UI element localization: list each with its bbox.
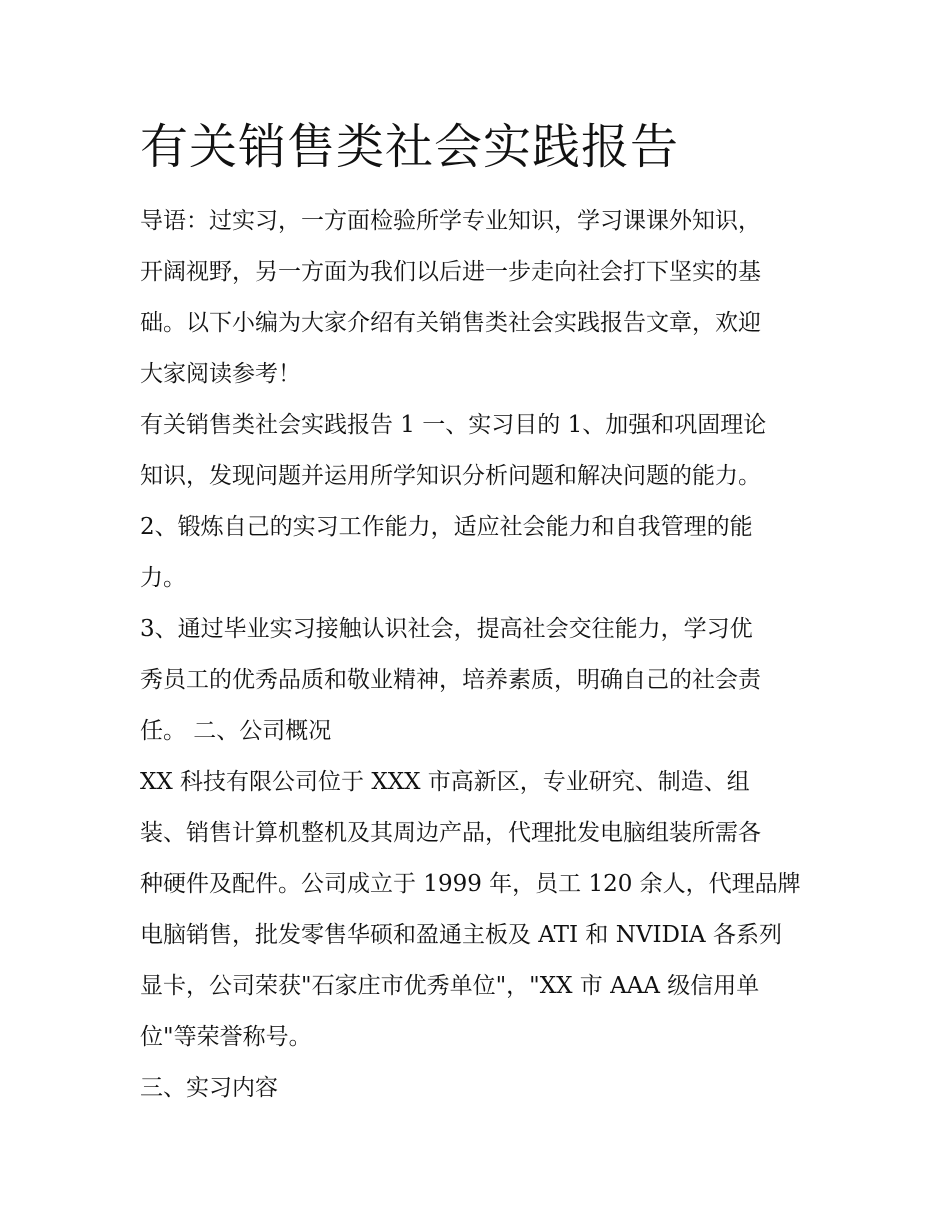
text-line: 有关销售类社会实践报告 1 一、实习目的 1、加强和巩固理论 [140,412,767,438]
text-line: 位"等荣誉称号。 [140,1024,312,1050]
text-line: 导语：过实习，一方面检验所学专业知识，学习课课外知识， [140,208,761,234]
section-three-heading [140,1063,812,1114]
text-line: 知识，发现问题并运用所学知识分析问题和解决问题的能力。 [140,463,761,489]
text-line: 2、锻炼自己的实习工作能力，适应社会能力和自我管理的能 [140,514,753,540]
section-one-paragraph [140,400,812,502]
goal-two-paragraph [140,502,812,604]
text-line: 开阔视野，另一方面为我们以后进一步走向社会打下坚实的基 [140,259,761,285]
company-overview-paragraph [140,757,812,1063]
text-line: 础。以下小编为大家介绍有关销售类社会实践报告文章，欢迎 [140,310,761,336]
text-line: 电脑销售，批发零售华硕和盈通主板及 ATI 和 NVIDIA 各系列 [140,922,782,948]
text-line: XX 科技有限公司位于 XXX 市高新区，专业研究、制造、组 [140,769,750,795]
text-line: 显卡，公司荣获"石家庄市优秀单位"，"XX 市 AAA 级信用单 [140,973,760,999]
text-line: 力。 [140,565,186,591]
text-line: 3、通过毕业实习接触认识社会，提高社会交往能力，学习优 [140,616,753,642]
text-line: 任。 二、公司概况 [140,718,332,744]
goal-three-paragraph [140,604,812,757]
text-line: 种硬件及配件。公司成立于 1999 年，员工 120 余人，代理品牌 [140,871,801,897]
document-title: 有关销售类社会实践报告 [140,119,680,175]
text-line: 装、销售计算机整机及其周边产品，代理批发电脑组装所需各 [140,820,761,846]
intro-paragraph [140,196,812,400]
text-line: 三、实习内容 [140,1075,278,1101]
text-line: 大家阅读参考！ [140,361,301,387]
document-body [140,112,812,1114]
text-line: 秀员工的优秀品质和敬业精神，培养素质，明确自己的社会责 [140,667,761,693]
